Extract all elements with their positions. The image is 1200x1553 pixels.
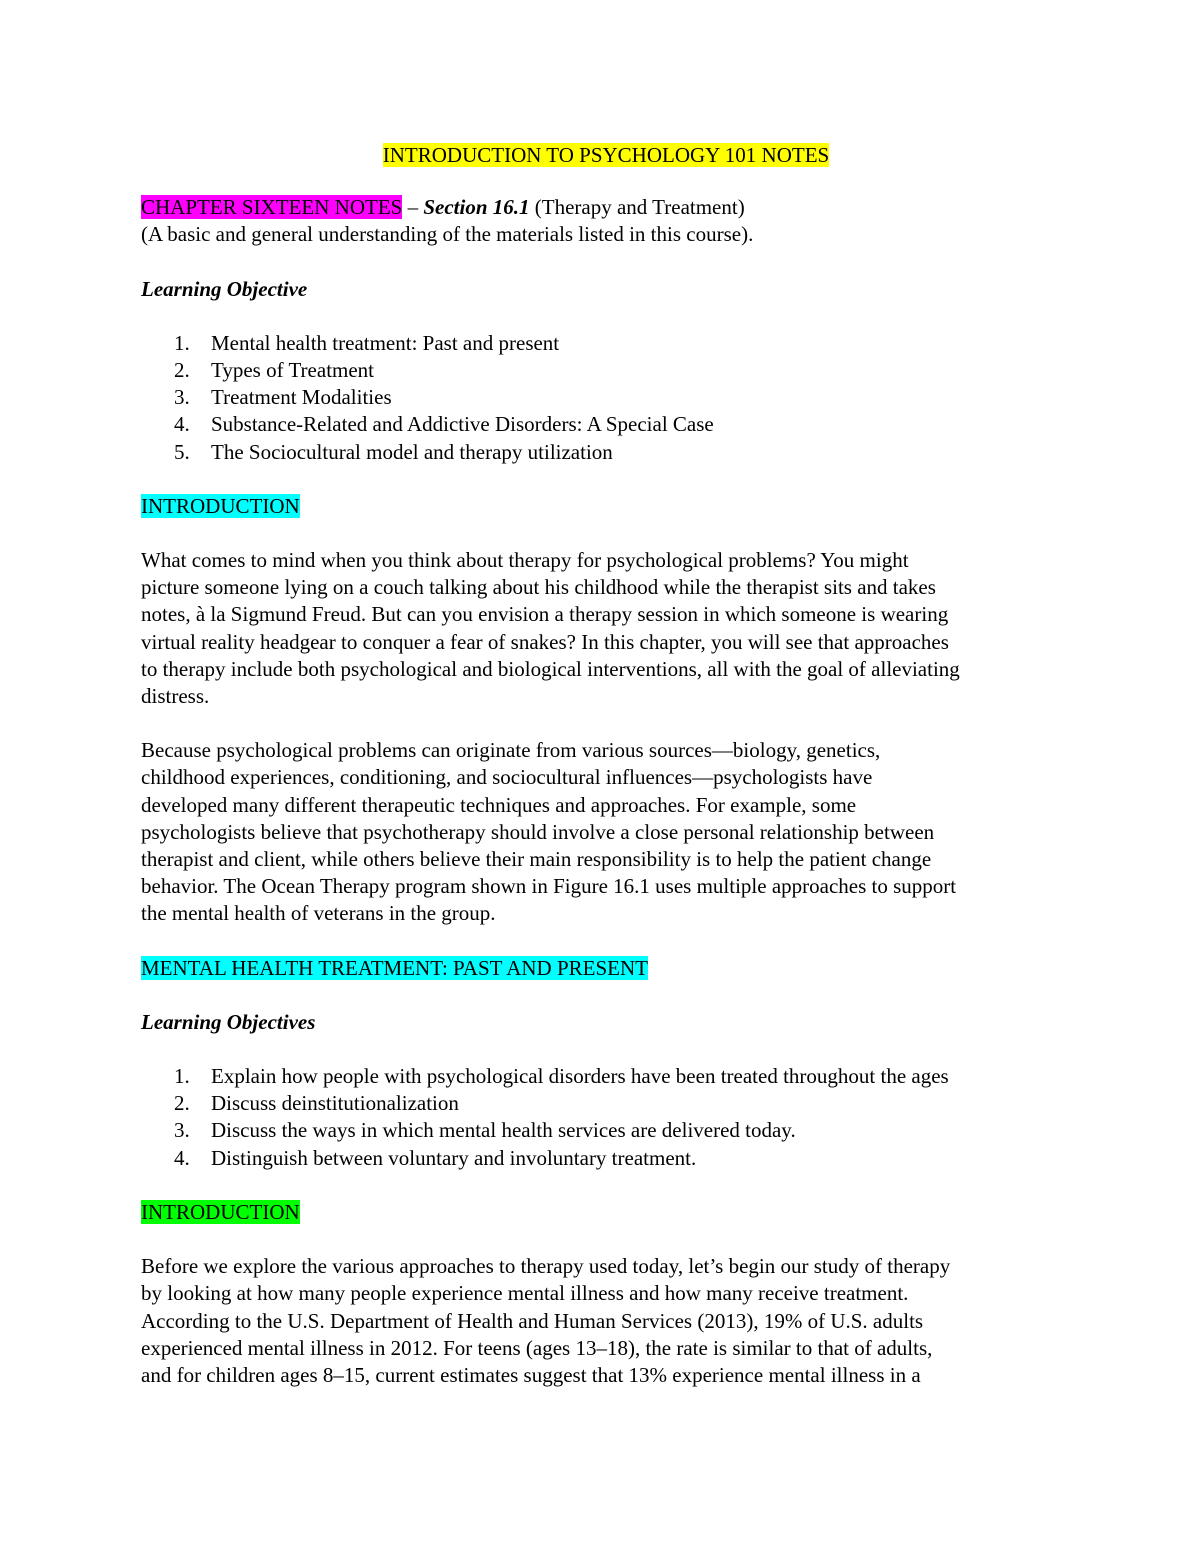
introduction-2-heading: INTRODUCTION [141, 1199, 300, 1224]
title-row [141, 142, 1071, 169]
introduction-paragraph-1: What comes to mind when you think about therapy for psychological problems? You might picture someone lying on a couch talking about his childhood while the therapist sits and takes notes, à la Sigmund Freud. But can you envision a therapy session in which someone is wearing virtual reality headgear to conquer a fear of snakes? In this chapter, you will see that approaches to therapy include both psychological and biological interventions, all with the goal of alleviating distress. [141, 548, 960, 709]
chapter-subtitle: (A basic and general understanding of the materials listed in this course). [141, 222, 754, 247]
mental-health-heading: MENTAL HEALTH TREATMENT: PAST AND PRESENT [141, 955, 648, 980]
list-item: 3. Discuss the ways in which mental health services are delivered today. [174, 1118, 796, 1143]
introduction-2-paragraph: Before we explore the various approaches to therapy used today, let’s begin our study of therapy by looking at how many people experience mental illness and how many receive treatment. According to the U.S. Department of Health and Human Services (2013), 19% of U.S. adults experienced mental illness in 2012. For teens (ages 13–18), the rate is similar to that of adults, and for children ages 8–15, current estimates suggest that 13% experience mental illness in a [141, 1254, 951, 1387]
introduction-heading: INTRODUCTION [141, 493, 300, 518]
document-title: INTRODUCTION TO PSYCHOLOGY 101 NOTES [382, 143, 830, 167]
introduction-heading-line [141, 493, 1071, 520]
learning-objective-list [141, 330, 1071, 466]
list-item: 1. Explain how people with psychological disorders have been treated throughout the ages [174, 1064, 949, 1089]
introduction-2-heading-line [141, 1199, 1071, 1226]
chapter-dash: – [402, 195, 424, 220]
list-item: 3. Treatment Modalities [174, 385, 392, 410]
document-page [141, 142, 1071, 1389]
chapter-topic: (Therapy and Treatment) [529, 195, 745, 220]
learning-objectives-heading: Learning Objectives [141, 1009, 316, 1034]
list-item: 2. Discuss deinstitutionalization [174, 1091, 459, 1116]
introduction-paragraph-2: Because psychological problems can originate from various sources—biology, genetics, childhood experiences, conditioning, and sociocultural influences—psychologists have developed many different therapeutic techniques and approaches. For example, some psychologists believe that psychotherapy should involve a close personal relationship between therapist and client, while others believe their main responsibility is to help the patient change behavior. The Ocean Therapy program shown in Figure 16.1 uses multiple approaches to support the mental health of veterans in the group. [141, 738, 957, 926]
learning-objective-heading: Learning Objective [141, 276, 308, 301]
list-item: 4. Substance-Related and Addictive Disorders: A Special Case [174, 412, 714, 437]
list-item: 1. Mental health treatment: Past and present [174, 330, 560, 355]
mental-health-heading-line [141, 955, 1071, 982]
list-item: 2. Types of Treatment [174, 358, 375, 383]
mental-health-objectives-list [141, 1063, 1071, 1172]
chapter-section: Section 16.1 [423, 195, 530, 220]
chapter-line [141, 194, 1071, 221]
list-item: 5. The Sociocultural model and therapy utilization [174, 439, 613, 464]
chapter-label: CHAPTER SIXTEEN NOTES [141, 195, 403, 220]
list-item: 4. Distinguish between voluntary and involuntary treatment. [174, 1145, 697, 1170]
